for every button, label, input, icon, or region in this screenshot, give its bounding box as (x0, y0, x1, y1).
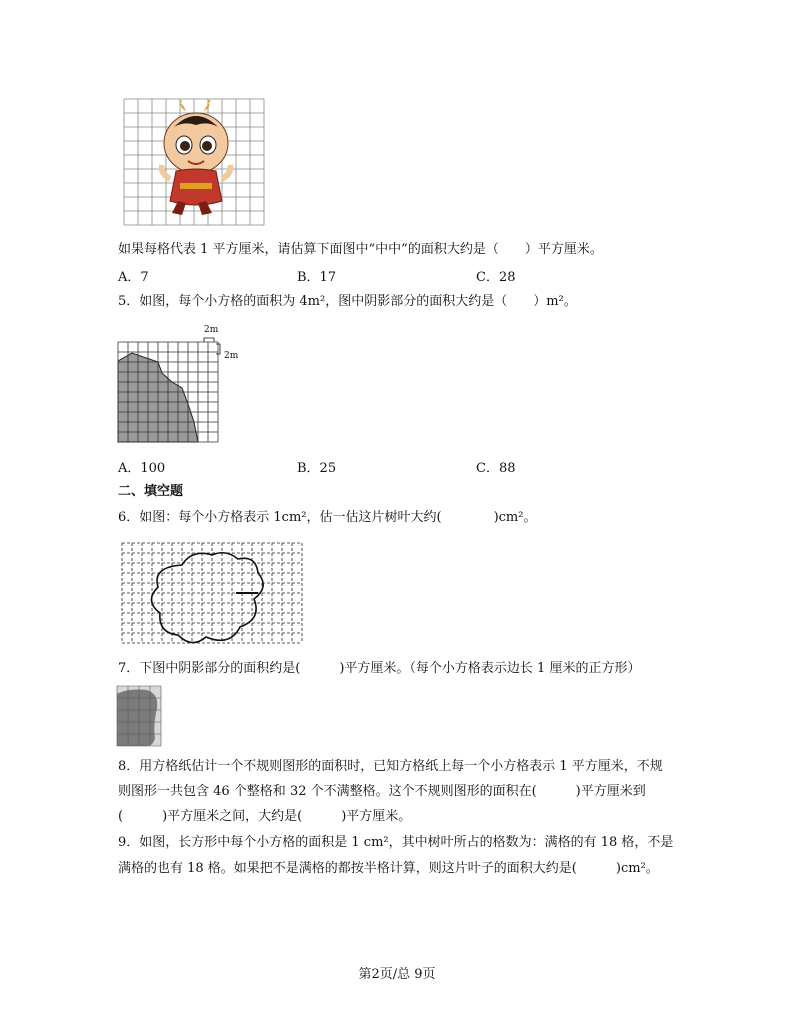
q6-leaf-grid-figure (120, 541, 310, 653)
q5-dim-label-top: 2m (204, 325, 219, 335)
q5-question-stem: 5．如图，每个小方格的面积为 4m²，图中阴影部分的面积大约是（ ）m²。 (118, 294, 577, 309)
section-title-fill-in: 二、填空题 (118, 484, 184, 499)
q4-option-b: B．17 (297, 270, 337, 285)
page-footer: 第2页/总 9页 (358, 967, 436, 982)
q8-stem-line-2: 则图形一共包含 46 个整格和 32 个不满整格。这个不规则图形的面积在( )平方厘米到 (118, 784, 646, 799)
q8-stem-line-3: ( )平方厘米之间，大约是( )平方厘米。 (118, 809, 412, 824)
q6-question-stem: 6．如图：每个小方格表示 1cm²，估一估这片树叶大约( )cm²。 (118, 510, 537, 525)
q5-option-c: C．88 (476, 461, 516, 476)
q7-photo-grid-figure (117, 686, 161, 746)
leaf-outline (151, 553, 263, 643)
q5-option-a: A．100 (118, 461, 166, 476)
q5-dim-label-right: 2m (224, 351, 239, 361)
q9-stem-line-2: 满格的也有 18 格。如果把不是满格的都按半格计算，则这片叶子的面积大约是( )cm²。 (118, 861, 659, 876)
q8-stem-line-1: 8．用方格纸估计一个不规则图形的面积时，已知方格纸上每一个小方格表示 1 平方厘米，不规 (118, 759, 663, 774)
q4-question-stem: 如果每格代表 1 平方厘米，请估算下面图中“中中”的面积大约是（ ）平方厘米。 (118, 242, 603, 257)
q7-question-stem: 7．下图中阴影部分的面积约是( )平方厘米。（每个小方格表示边长 1 厘米的正方形） (118, 661, 641, 676)
q5-grid-figure (118, 318, 248, 448)
q4-grid-figure (124, 99, 264, 227)
q5-option-b: B．25 (297, 461, 337, 476)
q4-option-a: A．7 (118, 270, 149, 285)
cartoon-character (162, 100, 231, 215)
q4-option-c: C．28 (476, 270, 516, 285)
q9-stem-line-1: 9．如图，长方形中每个小方格的面积是 1 cm²，其中树叶所占的格数为：满格的有 18 格，不是 (118, 835, 674, 850)
